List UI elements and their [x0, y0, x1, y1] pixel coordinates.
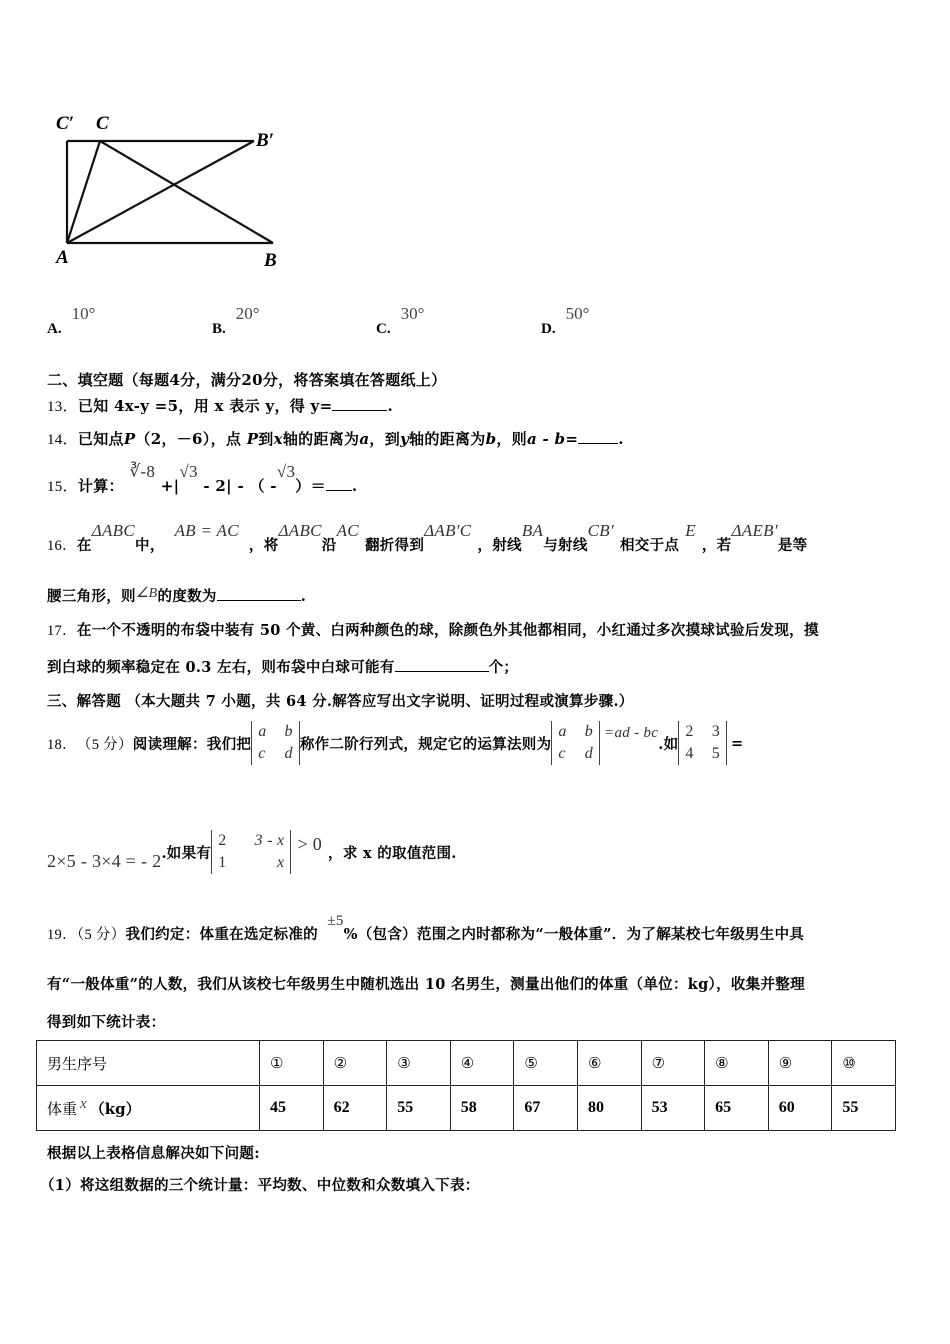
- label-a: A: [56, 247, 69, 268]
- table-cell: 45: [260, 1086, 324, 1131]
- question-16-line-2: [47, 585, 306, 606]
- option-letter: C.: [376, 321, 391, 337]
- determinant: [551, 721, 600, 765]
- determinant: [678, 721, 727, 765]
- question-score: （5 分）: [76, 736, 133, 753]
- text: 个；: [488, 659, 519, 676]
- math: CB′: [587, 521, 614, 540]
- text: 在: [76, 537, 92, 554]
- math-plus-minus: ±5: [327, 913, 344, 929]
- option-letter: A.: [47, 321, 62, 337]
- question-14: [47, 428, 624, 449]
- table-cell: 53: [641, 1086, 705, 1131]
- table-cell: ④: [450, 1041, 514, 1086]
- det-cell: a: [258, 723, 267, 740]
- table-row: [37, 1086, 896, 1131]
- math-x: x: [80, 1095, 87, 1112]
- det-cell: x: [277, 854, 285, 871]
- det-cell: b: [584, 723, 594, 740]
- table-cell: ⑧: [705, 1041, 769, 1086]
- table-cell: ⑨: [768, 1041, 832, 1086]
- question-text: 有“一般体重”的人数，我们从该校七年级男生中随机选出 10 名男生，测量出他们的体重（单位：kg），收集并整理: [47, 976, 805, 993]
- option-value: 20°: [235, 304, 260, 323]
- question-number: 19．: [47, 927, 77, 943]
- text: ，则: [496, 430, 527, 448]
- option-value: 30°: [400, 304, 425, 323]
- det-cell: d: [584, 745, 594, 762]
- math: ΔAB′C: [424, 521, 472, 540]
- answer-blank[interactable]: [578, 429, 618, 444]
- math: ΔAEB′: [731, 521, 778, 540]
- question-text: 已知 4x-y =5，用 x 表示 y，得 y=: [77, 397, 333, 415]
- option-b[interactable]: [212, 304, 260, 338]
- period: .: [300, 588, 307, 605]
- label-c-prime: C′: [56, 113, 75, 134]
- table-cell: 80: [577, 1086, 641, 1131]
- text: =: [731, 734, 744, 752]
- option-letter: B.: [212, 321, 226, 337]
- question-17-line-2: [47, 656, 518, 677]
- text: - 2| - （ -: [203, 477, 277, 495]
- table-cell: 58: [450, 1086, 514, 1131]
- answer-blank[interactable]: [217, 586, 301, 601]
- math-expr: a - b: [526, 430, 566, 448]
- question-18-line-2: [47, 826, 457, 878]
- table-cell: 62: [323, 1086, 387, 1131]
- geometry-figure: [50, 110, 300, 280]
- question-number: 13．: [47, 399, 78, 415]
- table-cell: ⑩: [832, 1041, 896, 1086]
- text: 与射线: [543, 537, 588, 554]
- math-b: b: [485, 430, 497, 448]
- text: 阅读理解：我们把: [132, 735, 252, 753]
- det-cell: 2: [685, 723, 694, 740]
- det-cell: 4: [685, 745, 694, 762]
- option-value: 50°: [565, 304, 590, 323]
- section-heading-fill-in: 二、填空题（每题4分，满分20分，将答案填在答题纸上）: [47, 371, 447, 389]
- question-number: 16．: [47, 538, 77, 554]
- table-cell: 55: [832, 1086, 896, 1131]
- label-b-prime: B′: [256, 130, 275, 151]
- question-number: 15．: [47, 479, 78, 495]
- option-value: 10°: [71, 304, 96, 323]
- math-rule: =ad - bc: [604, 724, 659, 741]
- math: AC: [336, 521, 359, 540]
- table-cell: 55: [387, 1086, 451, 1131]
- sub-question-1: （1）将这组数据的三个统计量：平均数、中位数和众数填入下表：: [40, 1177, 480, 1194]
- text: 轴的距离为: [409, 430, 486, 448]
- table-cell: ⑦: [641, 1041, 705, 1086]
- instruction-text: 根据以上表格信息解决如下问题:: [47, 1145, 260, 1162]
- math: AB = AC: [174, 521, 239, 540]
- period: .: [618, 430, 624, 448]
- table-cell: 67: [514, 1086, 578, 1131]
- math-cube-root: ∛-8: [129, 462, 156, 481]
- math-y: y: [400, 430, 410, 448]
- det-cell: d: [284, 745, 293, 762]
- question-19-line-1: [47, 913, 805, 944]
- table-cell: 60: [768, 1086, 832, 1131]
- question-text: 得到如下统计表：: [47, 1014, 166, 1031]
- table-header-cell: [37, 1086, 260, 1131]
- det-cell: 3: [711, 723, 721, 740]
- answer-blank[interactable]: [332, 396, 387, 411]
- text: .如果有: [161, 844, 212, 862]
- option-d[interactable]: [541, 304, 590, 338]
- math: ΔABC: [91, 521, 136, 540]
- table-cell: ①: [260, 1041, 324, 1086]
- label-c: C: [96, 113, 109, 134]
- text: +|: [160, 477, 180, 495]
- math: ΔABC: [278, 521, 322, 540]
- text: 轴的距离为: [282, 430, 360, 448]
- table-cell: 65: [705, 1086, 769, 1131]
- math-ineq: > 0: [297, 833, 323, 854]
- text: 体重: [47, 1099, 78, 1118]
- text: 相交于点: [619, 537, 680, 554]
- text: ，若: [701, 537, 732, 554]
- table-cell: ②: [323, 1041, 387, 1086]
- math-a: a: [359, 430, 370, 448]
- text: 称作二阶行列式，规定它的运算法则为: [299, 735, 552, 753]
- determinant: [211, 830, 291, 874]
- text: ，射线: [477, 537, 522, 554]
- text: %（包含）范围之内时都称为“一般体重”．为了解某校七年级男生中具: [343, 926, 805, 943]
- text: ，求 x 的取值范围.: [328, 844, 457, 862]
- option-a[interactable]: [47, 304, 96, 338]
- question-17-line-1: [47, 619, 819, 640]
- label-b: B: [264, 250, 277, 271]
- period: .: [387, 397, 393, 415]
- det-cell: 1: [218, 854, 227, 871]
- text: 我们约定：体重在选定标准的: [125, 926, 318, 943]
- text: 翻折得到: [364, 537, 425, 554]
- answer-blank[interactable]: [326, 476, 352, 491]
- text: （kg）: [89, 1099, 141, 1118]
- det-cell: c: [258, 745, 266, 762]
- det-cell: b: [284, 723, 293, 740]
- math-p: P: [123, 430, 136, 448]
- math-x: x: [273, 430, 283, 448]
- text: 已知点: [77, 430, 124, 448]
- det-cell: c: [558, 745, 566, 762]
- text: 中，: [135, 537, 165, 554]
- det-cell: 2: [218, 832, 227, 849]
- math-sqrt: √3: [276, 462, 296, 481]
- det-cell: 3 - x: [254, 832, 285, 849]
- determinant: [251, 721, 300, 765]
- det-cell: a: [558, 723, 567, 740]
- table-cell: ⑥: [577, 1041, 641, 1086]
- text: =: [565, 430, 579, 448]
- option-c[interactable]: [376, 304, 425, 338]
- question-15: [47, 462, 358, 496]
- question-19-line-2: [47, 973, 805, 994]
- question-18-line-1: [47, 718, 743, 768]
- math-sqrt: √3: [179, 462, 198, 481]
- question-text: 在一个不透明的布袋中装有 50 个黄、白两种颜色的球，除颜色外其他都相同，小红通过多次摸球试验后发现，摸: [76, 622, 819, 639]
- question-number: 18．: [47, 736, 77, 753]
- text: 计算：: [77, 477, 124, 495]
- math: E: [685, 521, 696, 540]
- math-angle: ∠B: [135, 586, 158, 601]
- det-cell: 5: [711, 745, 721, 762]
- table-header-cell: 男生序号: [37, 1041, 260, 1086]
- text: ）＝: [295, 477, 326, 495]
- math-calc: 2×5 - 3×4 = - 2: [47, 850, 162, 871]
- text: 是等: [777, 537, 808, 554]
- table-cell: ⑤: [514, 1041, 578, 1086]
- answer-blank[interactable]: [395, 657, 489, 672]
- text: 沿: [321, 537, 337, 554]
- option-letter: D.: [541, 321, 556, 337]
- text: .如: [658, 735, 679, 753]
- period: .: [351, 477, 358, 495]
- text: 到: [258, 430, 274, 448]
- math: BA: [521, 521, 544, 540]
- weight-table: [36, 1040, 896, 1131]
- text: ，将: [248, 537, 279, 554]
- table-row: [37, 1041, 896, 1086]
- text: （2，－6），点: [135, 430, 247, 448]
- question-text: 到白球的频率稳定在 0.3 左右，则布袋中白球可能有: [47, 659, 395, 676]
- question-13: [47, 395, 393, 416]
- question-score: （5 分）: [76, 927, 126, 943]
- question-16-line-1: [47, 521, 808, 555]
- section-heading-answer: 三、解答题 （本大题共 7 小题，共 64 分.解答应写出文字说明、证明过程或演算步骤.）: [47, 693, 634, 710]
- text: 腰三角形，则: [47, 588, 136, 605]
- math-p: P: [246, 430, 259, 448]
- question-19-line-3: [47, 1011, 165, 1032]
- table-cell: ③: [387, 1041, 451, 1086]
- question-number: 14．: [47, 432, 78, 448]
- question-number: 17．: [47, 623, 77, 639]
- text: 的度数为: [157, 588, 217, 605]
- text: ，到: [369, 430, 401, 448]
